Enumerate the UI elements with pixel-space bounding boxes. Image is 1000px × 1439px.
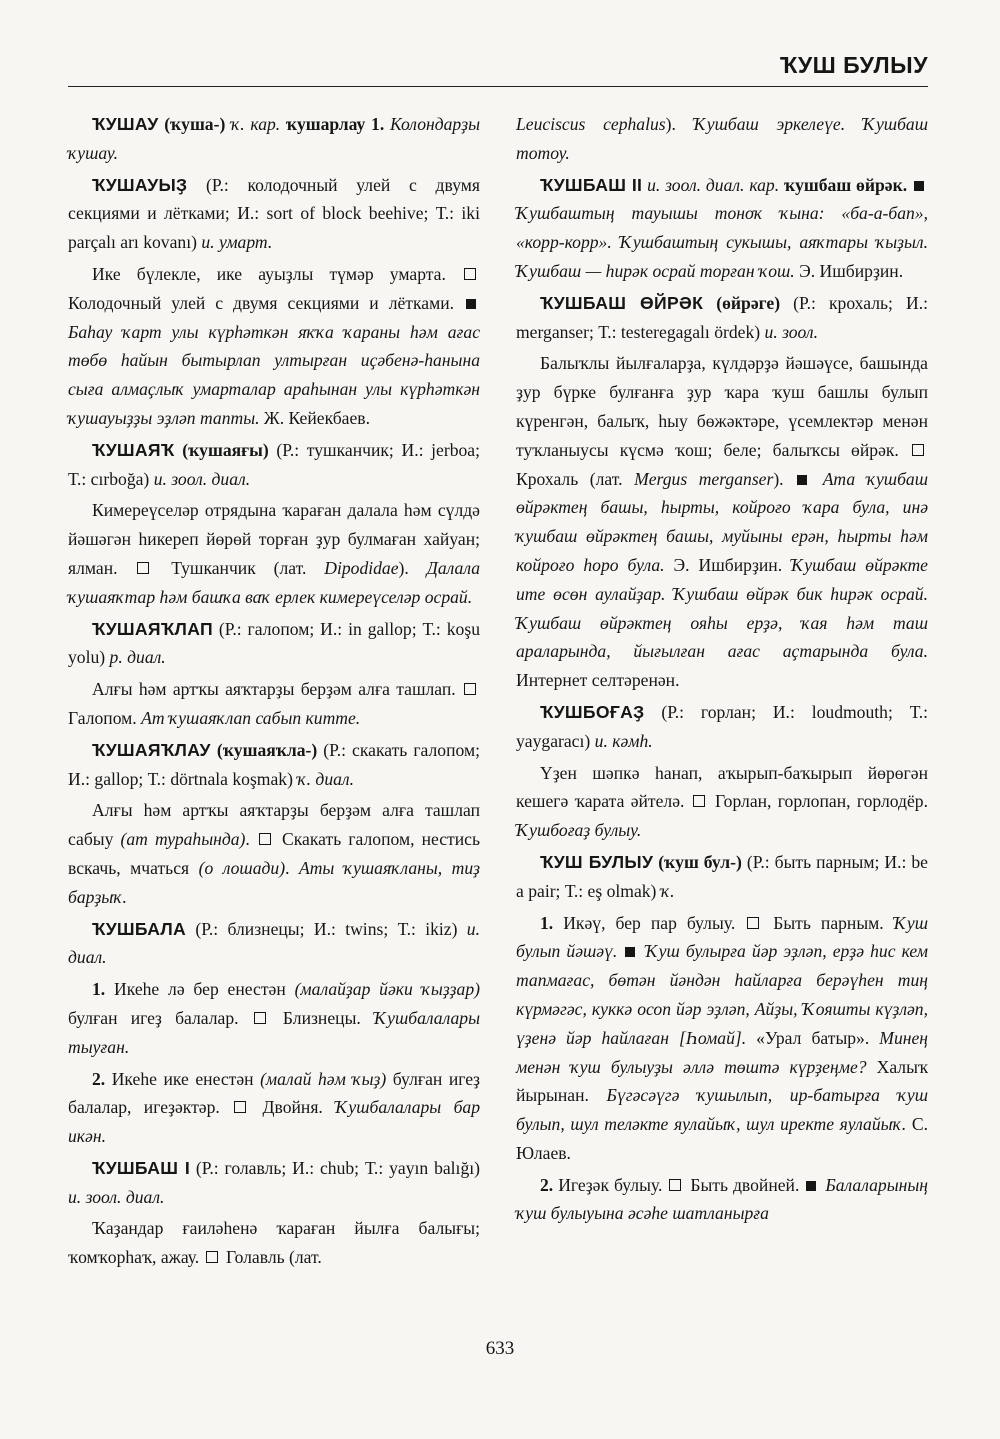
entry-paragraph — [68, 975, 480, 1061]
text: Колодочный улей с двумя секциями и лётками. — [68, 292, 464, 313]
header-rule — [68, 86, 928, 87]
entry-paragraph — [68, 796, 480, 911]
text: Үҙен шәпкә һанап, аҡырып-баҡырып йөрөгән кешегә ҡарата әйтелә. — [516, 762, 928, 812]
right-column — [516, 110, 928, 1231]
text: Икеһе ике енестән — [105, 1068, 261, 1089]
russian-translation-marker-icon — [693, 795, 705, 807]
text: Э. Ишбирҙин. — [794, 260, 904, 281]
entry-paragraph — [516, 349, 928, 695]
text: (Р.: колодочный улей с двумя секциями и лётками; И.: sort of block beehive; Т.: iki parçalı arı kovanı) — [68, 174, 480, 253]
italic-text: Dipodidae — [324, 557, 399, 578]
text: (Р.: быть парным; И.: be a pair; Т.: eş olmak) — [516, 851, 928, 901]
bold-text: (ҡушаяғы) — [182, 439, 269, 460]
page-number: 633 — [485, 1338, 515, 1359]
text: Алғы һәм артҡы аяҡтарҙы берҙәм алға ташлап. — [92, 679, 462, 700]
dictionary-entry — [68, 436, 480, 494]
example-marker-icon — [806, 1181, 816, 1191]
headword: ҠУШБАШ II — [540, 174, 643, 195]
italic-text: и. зоол. диал. — [153, 468, 251, 489]
italic-text: Ҡушбаш өйрәкте ите өсөн аулайҙар. Ҡушбаш өйрәк бик һирәк осрай. Ҡушбаш өйрәктең ояһы ерҙә, ҡая һәм таш араларында, йығылған ағас аҫтарында була. — [516, 554, 928, 662]
headword: ҠУШАУЫҘ — [92, 174, 188, 195]
italic-text: и. диал. — [68, 918, 480, 968]
headword: ҠУШБОҒАҘ — [540, 701, 645, 722]
text: Икеһе лә бер енестән — [105, 979, 295, 1000]
text: (Р.: голавль; И.: chub; Т.: yayın balığı) — [190, 1157, 480, 1178]
text: Двойня. — [250, 1097, 336, 1118]
headword: ҠУШАЯҠЛАУ — [92, 739, 211, 760]
text: (Р.: близнецы; И.: twins; Т.: ikiz) — [186, 918, 467, 939]
text: (Р.: горлан; И.: loudmouth; Т.: yaygaracı) — [516, 701, 928, 751]
italic-text: и. зоол. диал. — [68, 1186, 165, 1207]
italic-text: и. умарт. — [201, 232, 273, 253]
text: Скакать галопом, нестись вскачь, мчаться — [68, 829, 480, 878]
bold-text: ҡушбаш өйрәк. — [783, 174, 908, 195]
entry-paragraph — [68, 675, 480, 733]
example-marker-icon — [466, 299, 476, 309]
bold-text: (ҡуш бул-) — [658, 851, 742, 872]
bold-text: ҡушарлау 1. — [285, 114, 385, 134]
entry-paragraph — [516, 759, 928, 845]
text — [703, 293, 716, 313]
italic-text: Аты ҡушаяҡланы, тиҙ барҙыҡ. — [68, 857, 481, 907]
italic-text: Ҡушбалалары тыуған. — [68, 1007, 480, 1057]
text — [617, 941, 623, 961]
continued-paragraph — [516, 110, 928, 168]
dictionary-entry — [68, 1154, 480, 1212]
text: «Урал батыр». — [746, 1027, 880, 1048]
italic-text: Балаларының ҡуш булыуына әсәһе шатланырға — [516, 1174, 928, 1224]
text: С. Юлаев. — [516, 1114, 928, 1163]
text: Быть парным. — [763, 912, 894, 933]
italic-text: Минең менән ҡуш булыуҙы әллә төштә күрҙеңме? — [516, 1027, 929, 1077]
text: ). — [665, 114, 694, 134]
text: Голавль (лат. — [221, 1247, 322, 1268]
running-head: ҠУШ БУЛЫУ — [779, 52, 928, 78]
text: Быть двойней. — [685, 1174, 805, 1195]
headword: ҠУШБАШ I — [92, 1157, 191, 1178]
italic-text: Ата ҡушбаш өйрәктең башы, һырты, койроғо ҡара була, инә ҡушбаш өйрәктең башы, муйыны ерән, һырты һәм койроғо һоро була. — [516, 468, 928, 575]
italic-text: Ҡушбаш эркелеүе. Ҡушбаш тотоу. — [516, 114, 929, 163]
example-marker-icon — [797, 475, 807, 485]
text: . — [285, 857, 299, 878]
text: Кимереүселәр отрядына ҡараған далала һәм сүлдә йәшәгән һикереп йөрөй торған ҙур булмаған хайуан; ялман. — [68, 500, 480, 578]
dictionary-entry — [516, 171, 928, 286]
text: булған игеҙ балалар, игеҙәктәр. — [68, 1068, 480, 1118]
text: (Р.: крохаль; И.: merganser; Т.: testeregagalı ördek) — [516, 292, 928, 342]
bold-text: (өйрәге) — [716, 292, 781, 313]
bold-text: 1. — [540, 912, 554, 933]
dictionary-entry — [68, 171, 480, 257]
headword: ҠУШБАШ ӨЙРӘК — [540, 292, 704, 313]
dictionary-entry — [68, 615, 480, 673]
text: Близнецы. — [269, 1007, 374, 1028]
russian-translation-marker-icon — [234, 1101, 246, 1113]
headword: ҠУШ БУЛЫУ — [540, 851, 654, 872]
example-marker-icon — [625, 947, 635, 957]
italic-text: (малайҙар йәки ҡыҙҙар) — [294, 979, 480, 1000]
italic-text: Колондарҙы ҡушау. — [68, 114, 480, 163]
italic-text: ҡ. — [660, 880, 675, 901]
text: (Р.: скакать галопом; И.: gallop; Т.: dörtnala koşmak) — [68, 739, 480, 789]
italic-text: Бүгәсәүгә ҡушылып, ир-батырға ҡуш булып, шул теләкте яулайыҡ, шул иректе яулайыҡ. — [516, 1085, 928, 1135]
text — [907, 175, 912, 195]
italic-text: Ҡушбалалары бар икән. — [68, 1097, 481, 1147]
text: (Р.: галопом; И.: in gallop; Т.: koşu yolu) — [68, 618, 480, 668]
italic-text: и. зоол. — [764, 321, 818, 342]
italic-text: ҡ. диал. — [297, 768, 354, 789]
italic-text: Ҡушбаштың тауышы тоноҡ ҡына: «ба-а-бап», «корр-корр». Ҡушбаштың сукышы, аяҡтары ҡыҙыл. Ҡушбаш — һирәк осрай торған ҡош. — [516, 203, 928, 281]
text: Игеҙәк булыу. — [553, 1174, 668, 1195]
italic-text: Ҡуш булып йәшәү. — [516, 912, 928, 962]
italic-text: (малай һәм ҡыҙ) — [260, 1068, 387, 1089]
dictionary-entry — [68, 915, 480, 973]
text: Ж. Кейекбаев. — [259, 407, 370, 428]
entry-paragraph — [68, 1214, 480, 1272]
entry-paragraph — [68, 1065, 480, 1151]
bold-text: 1. — [92, 979, 106, 1000]
dictionary-entry — [516, 698, 928, 756]
italic-text: Ат ҡушаяҡлап сабып китте. — [141, 707, 361, 728]
italic-text: (ат тураһында) — [120, 829, 246, 850]
headword: ҠУШАУ — [92, 114, 159, 134]
russian-translation-marker-icon — [137, 562, 149, 574]
russian-translation-marker-icon — [206, 1251, 218, 1263]
russian-translation-marker-icon — [669, 1179, 681, 1191]
text: ). — [398, 557, 427, 578]
italic-text: Leuciscus cephalus — [516, 114, 666, 134]
bold-text: 2. — [540, 1174, 554, 1195]
russian-translation-marker-icon — [912, 444, 924, 456]
italic-text: (о лошади) — [198, 857, 286, 878]
text: ). — [773, 468, 796, 489]
text: (Р.: тушканчик; И.: jerboa; Т.: cırboğa) — [68, 439, 480, 489]
italic-text: и. зоол. диал. кар. — [647, 174, 780, 195]
text: Ике бүлекле, ике ауыҙлы түмәр умарта. — [92, 263, 462, 284]
italic-text: и. кәмһ. — [594, 730, 653, 751]
text: Горлан, горлопан, горлодёр. — [708, 791, 928, 812]
entry-paragraph — [516, 909, 928, 1168]
russian-translation-marker-icon — [464, 683, 476, 695]
russian-translation-marker-icon — [464, 268, 476, 280]
bold-text: (ҡушаяҡла-) — [216, 739, 318, 760]
text: Ҡаҙандар ғаиләһенә ҡараған йылға балығы; ҡомҡорһаҡ, ажау. — [68, 1218, 480, 1268]
text: Алғы һәм артҡы аяҡтарҙы берҙәм алға ташлап сабыу — [68, 800, 480, 850]
text: Халыҡ йырынан. — [516, 1056, 928, 1106]
italic-text: ҡ. кар. — [231, 114, 281, 134]
text: Тушканчик (лат. — [153, 557, 325, 578]
text: . — [245, 829, 257, 850]
russian-translation-marker-icon — [259, 833, 271, 845]
dictionary-entry — [516, 848, 928, 906]
dictionary-entry — [68, 736, 480, 794]
text: булған игеҙ балалар. — [68, 1007, 252, 1028]
left-column — [68, 110, 480, 1275]
italic-text: Баһау ҡарт улы күрһәткән яҡҡа ҡараны һәм ағас төбө һайын бытырлап ултырған иҫәбенә-һанына сыға алмаҫлыҡ умарталар араһынан улы күрһәткән ҡушауыҙҙы эҙләп тапты. — [68, 321, 480, 428]
entry-paragraph — [68, 496, 480, 611]
dictionary-entry — [516, 289, 928, 347]
russian-translation-marker-icon — [747, 917, 759, 929]
entry-paragraph — [68, 260, 480, 433]
text: Интернет селтәренән. — [516, 670, 680, 691]
text: Э. Ишбирҙин. — [664, 554, 792, 575]
italic-text: Ҡушбоғаҙ булыу. — [516, 820, 642, 841]
dictionary-entry — [68, 110, 480, 168]
example-marker-icon — [914, 181, 924, 191]
text: Галопом. — [68, 707, 142, 728]
headword: ҠУШАЯҠЛАП — [92, 618, 213, 639]
text: Балыҡлы йылғаларҙа, күлдәрҙә йәшәүсе, башында ҙур бүрке булғанға ҙур ҡара ҡуш башлы булып күренгән, балыҡ, һыу бөжәктәре, үсемлектәр менән туҡланыусы күсмә ҡош; беле; балыҡсы өйрәк. — [516, 353, 928, 460]
italic-text: Mergus merganser — [634, 468, 774, 489]
bold-text: (ҡуша-) — [164, 114, 226, 134]
entry-paragraph — [516, 1171, 928, 1229]
italic-text: Ҡуш булырға йәр эҙләп, ерҙә һис кем тапмағас, бөтән йәндән һайларға берәүһен тиң күрмәгәс, куккә осоп йәр эҙләп, Айҙы, Ҡояшты күҙләп, үҙенә йәр һайлаған [Һомай]. — [516, 941, 928, 1048]
headword: ҠУШБАЛА — [92, 918, 187, 939]
italic-text: Далала ҡушаяҡтар һәм башҡа ваҡ ерлек кимереүселәр осрай. — [68, 557, 481, 607]
russian-translation-marker-icon — [254, 1012, 266, 1024]
italic-text: р. диал. — [109, 647, 166, 668]
text: Крохаль (лат. — [516, 468, 635, 489]
headword: ҠУШАЯҠ — [92, 439, 175, 460]
bold-text: 2. — [92, 1068, 106, 1089]
text: Икәү, бер пар булыу. — [553, 912, 746, 933]
